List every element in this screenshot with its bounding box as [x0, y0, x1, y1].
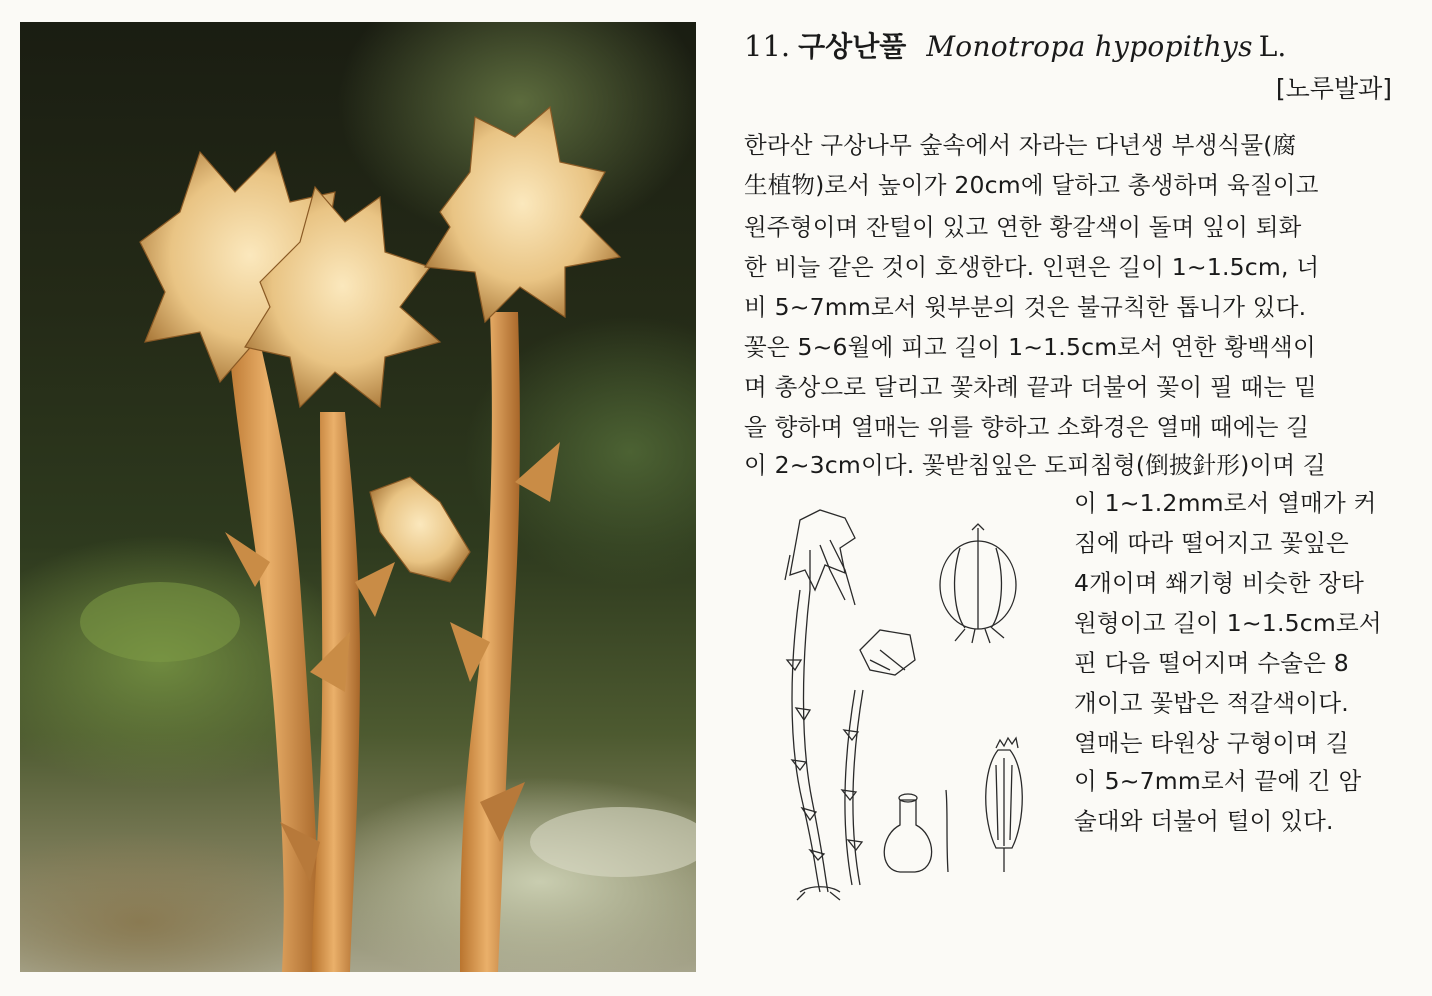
description-line: 生植物)로서 높이가 20cm에 달하고 총생하며 육질이고: [744, 171, 1319, 199]
description-line: 비 5~7mm로서 윗부분의 것은 불규칙한 톱니가 있다.: [744, 293, 1307, 321]
description-line: 핀 다음 떨어지며 수술은 8: [1074, 649, 1349, 677]
family-name: [노루발과]: [1275, 74, 1392, 103]
description-line: 한라산 구상나무 숲속에서 자라는 다년생 부생식물(腐: [744, 131, 1297, 159]
authority: L.: [1258, 30, 1287, 63]
entry-number: 11.: [744, 29, 791, 63]
description-line: 4개이며 쐐기형 비슷한 장타: [1074, 569, 1365, 597]
botanical-line-drawing: [760, 500, 1060, 910]
description-line: 이 5~7mm로서 끝에 긴 암: [1074, 767, 1362, 795]
description-line: 원주형이며 잔털이 있고 연한 황갈색이 돌며 잎이 퇴화: [744, 213, 1302, 241]
description-line: 한 비늘 같은 것이 호생한다. 인편은 길이 1~1.5cm, 너: [744, 253, 1320, 281]
plant-photograph: [20, 22, 696, 972]
entry-heading: [744, 26, 1404, 67]
description-line: 개이고 꽃밥은 적갈색이다.: [1074, 689, 1349, 717]
scientific-name: Monotropa hypopithys: [926, 30, 1253, 63]
korean-name: 구상난풀: [798, 30, 907, 63]
description-line: 열매는 타원상 구형이며 길: [1074, 729, 1349, 757]
description-line: 이 1~1.2mm로서 열매가 커: [1074, 489, 1377, 517]
plant-photo-illustration: [20, 22, 696, 972]
description-line: 을 향하며 열매는 위를 향하고 소화경은 열매 때에는 길: [744, 413, 1310, 441]
description-line: 며 총상으로 달리고 꽃차례 끝과 더불어 꽃이 필 때는 밑: [744, 373, 1317, 401]
description-line: 원형이고 길이 1~1.5cm로서: [1074, 609, 1382, 637]
description-line: 이 2~3cm이다. 꽃받침잎은 도피침형(倒披針形)이며 길: [744, 451, 1326, 479]
description-line: 술대와 더불어 털이 있다.: [1074, 807, 1334, 835]
description-line: 짐에 따라 떨어지고 꽃잎은: [1074, 529, 1349, 557]
description-line: 꽃은 5~6월에 피고 길이 1~1.5cm로서 연한 황백색이: [744, 333, 1316, 361]
